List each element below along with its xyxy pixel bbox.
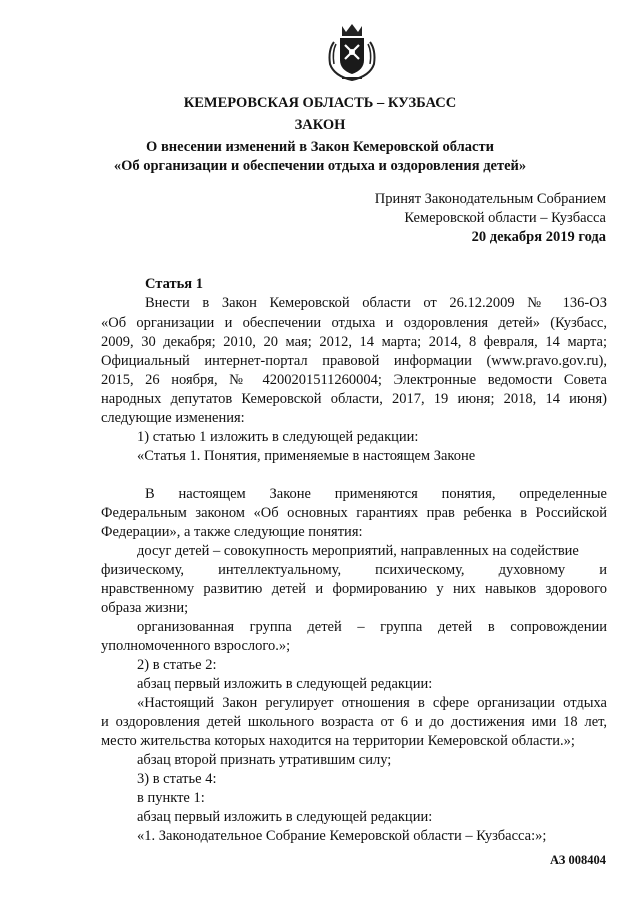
article-line: досуг детей – совокупность мероприятий, направленных на содействие [137,543,579,559]
article-line: «Настоящий Закон регулирует отношения в сфере организации отдыха [137,695,607,711]
article-line: организованная группа детей – группа детей в сопровождении [137,619,607,635]
serial-number: АЗ 008404 [550,853,606,867]
article-line: 3) в статье 4: [137,771,217,787]
article-line: 2015, 26 ноября, № 4200201511260004; Электронные ведомости Совета [101,372,607,388]
article-line: народных депутатов Кемеровской области, 2017, 19 июня; 2018, 14 июня) [101,391,607,407]
article-heading: Статья 1 [145,276,203,292]
region-title: КЕМЕРОВСКАЯ ОБЛАСТЬ – КУЗБАСС [183,95,457,111]
article-line: Федеральным законом «Об основных гарантиях прав ребенка в Российской [101,505,607,521]
law-title-line-1: О внесении изменений в Закон Кемеровской области [146,139,494,155]
article-line: место жительства которых находится на территории Кемеровской области.»; [101,733,575,749]
document-type: ЗАКОН [294,117,346,133]
adoption-line-2: Кемеровской области – Кузбасса [404,210,606,226]
article-line: физическому, интеллектуальному, психическому, духовному и [101,562,607,578]
article-line: Федерации», а также следующие понятия: [101,524,363,540]
coat-of-arms-emblem [326,20,378,82]
article-line: следующие изменения: [101,410,245,426]
article-line: уполномоченного взрослого.»; [101,638,291,654]
article-line: абзац второй признать утратившим силу; [137,752,392,768]
article-line: 1) статью 1 изложить в следующей редакции: [137,429,419,445]
article-line: в пункте 1: [137,790,205,806]
law-title-line-2: «Об организации и обеспечении отдыха и оздоровления детей» [113,158,527,174]
article-line: 2009, 30 декабря; 2010, 20 мая; 2012, 14 марта; 2014, 8 февраля, 14 марта; [101,334,607,350]
article-line: «Об организации и обеспечении отдыха и оздоровления детей» (Кузбасс, [101,315,607,331]
article-line: абзац первый изложить в следующей редакции: [137,809,433,825]
article-line: и оздоровления детей школьного возраста от 6 и до достижения ими 18 лет, [101,714,607,730]
adoption-line-1: Принят Законодательным Собранием [374,191,606,207]
article-line: «Статья 1. Понятия, применяемые в настоящем Законе [137,448,476,464]
article-line: В настоящем Законе применяются понятия, определенные [145,486,607,502]
article-line: образа жизни; [101,600,189,616]
article-line: 2) в статье 2: [137,657,217,673]
article-line: Официальный интернет-портал правовой информации (www.pravo.gov.ru), [101,353,607,369]
article-line: Внести в Закон Кемеровской области от 26.12.2009 № 136-ОЗ [145,295,607,311]
adoption-date: 20 декабря 2019 года [471,229,606,245]
article-line: абзац первый изложить в следующей редакции: [137,676,433,692]
article-line: нравственному развитию детей и формированию у них навыков здорового [101,581,607,597]
article-line: «1. Законодательное Собрание Кемеровской области – Кузбасса:»; [137,828,547,844]
